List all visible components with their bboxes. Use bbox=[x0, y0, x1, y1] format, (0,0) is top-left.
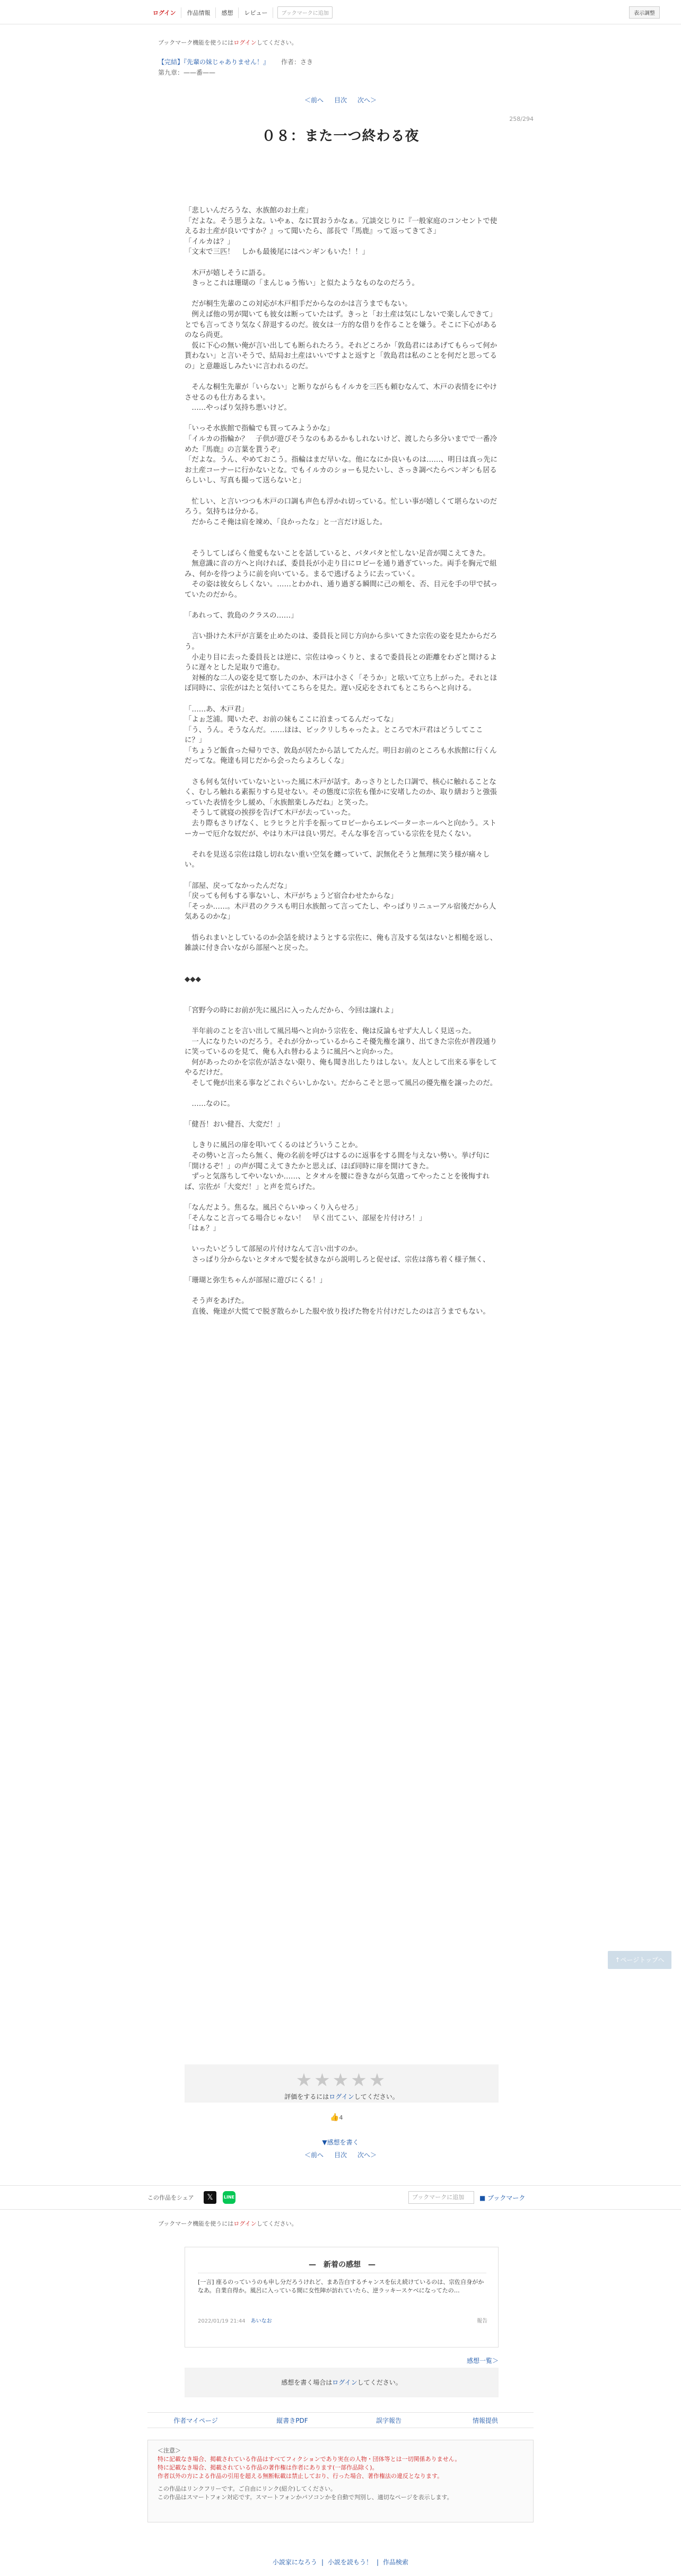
notice-line: 特に記載なき場合、掲載されている作品はすべてフィクションであり実在の人物・団体等とは一切関係ありません。 bbox=[158, 2456, 461, 2463]
toc-link[interactable]: 目次 bbox=[334, 2151, 347, 2159]
new-impressions-box bbox=[185, 2247, 499, 2348]
body-paragraph: 「いっそ水族館で指輪でも買ってみようかな」 bbox=[185, 425, 334, 433]
pager-top bbox=[0, 95, 681, 104]
notice-box bbox=[147, 2440, 534, 2522]
body-paragraph: そう声をあげた。 bbox=[185, 1297, 249, 1306]
body-paragraph: 「珊瑚と弥生ちゃんが部屋に遊びにくる！」 bbox=[185, 1277, 327, 1285]
body-paragraph: 言い掛けた木戸が言葉を止めたのは、委員長と同じ方向から歩いてきた宗佐の姿を見たからだろう。 bbox=[185, 632, 497, 651]
body-paragraph: 「健吾！おい健吾、大変だ！」 bbox=[185, 1121, 284, 1129]
author-mypage-link[interactable]: 作者マイページ bbox=[173, 2417, 218, 2424]
body-paragraph: 忙しい、と言いつつも木戸の口調も声色も浮かれ切っている。忙しい事が嬉しくて堪らないのだろう。気持ちは分かる。 bbox=[185, 497, 497, 516]
report-link[interactable]: 報告 bbox=[477, 2318, 487, 2324]
body-paragraph: そして俺が出来る事などこれぐらいしかない。だからこそと思って風呂の優先権を譲ったのだ。 bbox=[185, 1079, 497, 1087]
body-paragraph: 「部屋、戻ってなかったんだな」 bbox=[185, 882, 291, 890]
paragraph-spacer bbox=[185, 871, 499, 881]
body-paragraph: それを見送る宗佐は陰し切れない重い空気を纏っていて、訳無化そうと無理に笑う様が痛々しい。 bbox=[185, 850, 490, 869]
paragraph-spacer bbox=[185, 1234, 499, 1245]
paragraph-spacer bbox=[185, 922, 499, 933]
body-paragraph: ずっと気落ちしてやいないか……、とタオルを腰に巻きながら気遣ってやったことを後悔すれば、宗佐が「大変だ！」と声を荒らげた。 bbox=[185, 1173, 490, 1191]
paragraph-spacer bbox=[185, 1265, 499, 1276]
new-impressions-title: — 新着の感想 — bbox=[309, 2261, 376, 2269]
paragraph-spacer bbox=[185, 954, 499, 964]
series-header bbox=[158, 57, 313, 66]
paragraph-spacer bbox=[185, 985, 499, 996]
body-paragraph: だからこそ俺は肩を竦め、「良かったな」と一言だけ返した。 bbox=[185, 518, 387, 526]
top-nav bbox=[147, 6, 333, 19]
typo-report-link[interactable]: 誤字報告 bbox=[376, 2417, 401, 2424]
site-footer: 小説家になろう | 小説を読もう！ | 作品検索 bbox=[272, 2559, 409, 2566]
notice-info: この作品はリンクフリーです。ご自由にリンク(紹介)してください。 bbox=[158, 2485, 336, 2492]
paragraph-spacer bbox=[185, 601, 499, 611]
rating-stars[interactable]: ★★★★★ bbox=[295, 2070, 388, 2091]
paragraph-spacer bbox=[185, 414, 499, 424]
body-paragraph: きっとこれは珊瑚の「まんじゅう怖い」と似たようなものなのだろう。 bbox=[185, 279, 419, 288]
paragraph-spacer bbox=[185, 1192, 499, 1203]
thumbs-up-icon: 👍 bbox=[330, 2113, 339, 2122]
body-paragraph: 「イルカの指輪か？ 子供が遊びそうなのもあるかもしれないけど、渡したら多分いまでで一番冷めた『馬鹿』の言葉を貰うぞ」 bbox=[185, 435, 497, 454]
paragraph-spacer bbox=[185, 538, 499, 549]
bookmark-link[interactable]: ■ ブックマーク bbox=[479, 2194, 526, 2202]
body-paragraph: 「そんなこと言ってる場合じゃない！ 早く出てこい、部屋を片付けろ！」 bbox=[185, 1214, 426, 1223]
body-paragraph: だが桐生先輩のこの対応が木戸相手だからなのかは言うまでもない。 bbox=[185, 300, 412, 309]
body-paragraph: そうしてしばらく他愛もないことを話していると、パタパタと忙しない足音が聞こえてきた。 bbox=[185, 549, 490, 558]
body-paragraph: そうして就寝の挨拶を告げて木戸が去っていった。 bbox=[185, 809, 355, 817]
body-paragraph: 「……あ、木戸君」 bbox=[185, 705, 248, 714]
body-paragraph: 木戸が嬉しそうに語る。 bbox=[185, 269, 270, 277]
paragraph-spacer bbox=[185, 486, 499, 497]
share-label: この作品をシェア bbox=[147, 2194, 194, 2201]
paragraph-spacer bbox=[185, 258, 499, 268]
share-bar bbox=[0, 2185, 681, 2210]
novel-body bbox=[185, 206, 499, 1317]
notice-line: 特に記載なき場合、掲載されている作品の著作権は作者にあります(一部作品除く)。 bbox=[158, 2464, 378, 2471]
chapter-label: 第九章：——番—— bbox=[158, 69, 216, 76]
body-paragraph: 「なんだよう。焦るな。風呂ぐらいゆっくり入らせろ」 bbox=[185, 1204, 362, 1212]
next-link[interactable]: 次へ＞ bbox=[357, 96, 377, 104]
next-link[interactable]: 次へ＞ bbox=[357, 2151, 377, 2159]
body-paragraph: 小走り目に去った委員長とは逆に、宗佐はゆっくりと、まるで委員長との距離をわざと開けるように遅々とした足取りで進む。 bbox=[185, 653, 497, 672]
body-paragraph: その勢いと言ったら無く、俺の名前を呼びはするのに返事をする間を与えない勢い。挙げ句に「開けるぞ！」の声が聞こえてきたかと思えば、ほぼ同時に扉を開けてきた。 bbox=[185, 1152, 490, 1171]
paragraph-spacer bbox=[185, 964, 499, 974]
body-paragraph: 仮に下心の無い俺が言い出しても断られたろう。それどころか「敦島君にはあげてもらって何か貰わない」と言いそうで、結局お土産はいいですよと返すと「敦島君は私のことを何だと思ってるの」と意趣返しみたいに言われるのだ。 bbox=[185, 341, 497, 371]
reviews-link[interactable]: レビュー bbox=[239, 7, 273, 18]
prev-link[interactable]: ＜前へ bbox=[304, 96, 324, 104]
body-paragraph: しきりに風呂の扉を叩いてくるのはどういうことか。 bbox=[185, 1141, 362, 1150]
body-paragraph: 「宮野今の時にお前が先に風呂に入ったんだから、今回は譲れよ」 bbox=[185, 1006, 398, 1015]
body-paragraph: 何があったのかを宗佐が話さない限り、俺も聞き出したりはしない。友人として出来る事をしてやるだけだ。 bbox=[185, 1058, 497, 1077]
body-paragraph: さも何も気付いていないといった風に木戸が話す。あっさりとした口調で、核心に触れることなく、むしろ触れる素振りすら見せない。その態度に宗佐も僅かに安堵したのか、取り繕おうと強張っていた表情を少し緩め、「水族館楽しみだね」と笑った。 bbox=[185, 778, 497, 807]
page-top-button[interactable]: ↑ページトップへ bbox=[608, 1951, 671, 1969]
body-paragraph: 「悲しいんだろうな、水族館のお土産」 bbox=[185, 207, 313, 215]
display-settings-button[interactable]: 表示調整 bbox=[629, 6, 660, 19]
author-name: 作者：さき bbox=[281, 58, 313, 66]
impression-date: 2022/01/19 21:44 bbox=[198, 2318, 246, 2324]
body-paragraph: 「よぉ芝浦。聞いたぞ、お前の妹もここに泊まってるんだってな」 bbox=[185, 716, 398, 724]
paragraph-spacer bbox=[185, 372, 499, 383]
paragraph-spacer bbox=[185, 694, 499, 705]
paragraph-spacer bbox=[185, 621, 499, 632]
footer-link-search[interactable]: 作品検索 bbox=[383, 2559, 409, 2566]
body-paragraph: 「はぁ？」 bbox=[185, 1225, 220, 1233]
impressions-list-link[interactable]: 感想一覧＞ bbox=[466, 2357, 499, 2364]
paragraph-spacer bbox=[185, 527, 499, 538]
x-share-icon[interactable]: 𝕏 bbox=[204, 2191, 216, 2204]
paragraph-spacer bbox=[185, 289, 499, 300]
body-paragraph: 「そっか……。木戸君のクラスも明日水族館って言ってたし、やっぱりリニューアル宿後だから人気あるのかな」 bbox=[185, 902, 496, 921]
body-paragraph: ……やっぱり気持ち悪いけど。 bbox=[185, 404, 291, 412]
body-paragraph: 一人になりたいのだろう。それが分かっているからこそ優先権を譲り、出てきた宗佐が普段通りに笑っているのを見て、俺も入れ替わるように風呂へと向かった。 bbox=[185, 1038, 497, 1057]
like-button[interactable] bbox=[330, 2113, 343, 2122]
login-link[interactable]: ログイン bbox=[233, 39, 257, 46]
body-paragraph: 「ちょうど飯食った帰りでさ、敦島が居たから話してたんだ。明日お前のところも水族館に行くんだってな。俺達も同じだから会ったらよろしくな」 bbox=[185, 746, 497, 766]
vertical-pdf-link[interactable]: 縦書きPDF bbox=[276, 2417, 308, 2424]
top-navbar bbox=[0, 0, 681, 24]
body-paragraph: 「文末で三匹！ しかも最後尾にはペンギンもいた！！」 bbox=[185, 248, 370, 257]
login-link[interactable]: ログイン bbox=[332, 2379, 357, 2386]
body-paragraph: そんな桐生先輩が「いらない」と断りながらもイルカを三匹も頼むなんて、木戸の表情をにやけさせるのも仕方あるまい。 bbox=[185, 383, 497, 402]
works-info-link[interactable]: 作品情報 bbox=[181, 7, 216, 18]
footer-link-narou[interactable]: 小説家になろう bbox=[272, 2559, 317, 2566]
prev-link[interactable]: ＜前へ bbox=[304, 2151, 324, 2159]
login-link[interactable]: ログイン bbox=[233, 2220, 257, 2227]
paragraph-spacer bbox=[185, 995, 499, 1006]
body-paragraph: 去り際もさりげなく、ヒラヒラと片手を振ってロビーからエレベーターホールへと向かう。ストーカーで厄介な奴だが、やはり木戸は良い男だ。そんな事を言っている宗佐を見たくない。 bbox=[185, 820, 497, 838]
episode-count: 258/294 bbox=[509, 116, 534, 122]
notice-line: 作者以外の方による作品の引用を超える無断転載は禁止しており、行った場合、著作権法の違反となります。 bbox=[158, 2473, 443, 2480]
body-paragraph: 例えば他の男が聞いても彼女は断っていたはず。きっと「お土産は気にしないで楽しんできて」とでも言ってさり気なく辞退するのだ。彼女は一方的な借りを作ることを嫌う。そこに下心があるのなら尚更。 bbox=[185, 310, 497, 340]
impression-user-link[interactable]: あいなお bbox=[250, 2318, 272, 2324]
line-share-icon[interactable]: LINE bbox=[223, 2191, 235, 2204]
body-paragraph: 半年前のことを言い出して風呂場へと向かう宗佐を、俺は反論もせず大人しく見送った。 bbox=[185, 1027, 476, 1035]
body-paragraph: 「イルカは？」 bbox=[185, 238, 234, 246]
paragraph-spacer bbox=[185, 1110, 499, 1120]
paragraph-spacer bbox=[185, 1286, 499, 1297]
body-paragraph: 「う、うん。そうなんだ。……ほは、ビックリしちゃったよ。ところで木戸君はどうしてここに？」 bbox=[185, 726, 483, 745]
notice-info: この作品はスマートフォン対応です。スマートフォンかパソコンかを自動で判別し、適切なページを表示します。 bbox=[158, 2494, 453, 2501]
paragraph-spacer bbox=[185, 839, 499, 850]
body-paragraph: さっぱり分からないとタオルで髪を拭きながら説明しろと促せば、宗佐は落ち着く様子無く、 bbox=[185, 1255, 490, 1264]
rating-box bbox=[185, 2064, 499, 2103]
impression-login-box: 感想を書く場合はログインしてください。 bbox=[185, 2368, 499, 2397]
episode-title: ０８：また一つ終わる夜 bbox=[261, 128, 420, 144]
paragraph-spacer bbox=[185, 767, 499, 777]
bookmark-login-note: ブックマーク機能を使うにはログインしてください。 bbox=[158, 39, 298, 46]
paragraph-spacer bbox=[185, 1130, 499, 1141]
bookmark-add-button[interactable]: ブックマークに追加 bbox=[408, 2191, 474, 2204]
bookmark-login-note-bottom: ブックマーク機能を使うにはログインしてください。 bbox=[158, 2220, 298, 2227]
body-paragraph: 無意識に音の方へと向ければ、委員長が小走り目にロビーを通り過ぎていった。両手を胸元で組み、何かを待つように前を向いている。まるで逃げるように去っていく。 bbox=[185, 560, 497, 578]
bookmark-add-button[interactable]: ブックマークに追加 bbox=[277, 6, 332, 19]
like-count: 4 bbox=[339, 2114, 343, 2121]
paragraph-spacer bbox=[185, 1088, 499, 1099]
body-paragraph: 「だよな。うん、やめておこう。指輪はまだ早いな。他になにか良いものは……、明日は真っ先にお土産コーナーに行かないとな。でもイルカのショーも見たいし、さっき調べたらペンギンも居るらしいし、写真も撮って送らないと」 bbox=[185, 456, 497, 485]
body-paragraph: その姿は彼女らしくない。……とわかれ、通り過ぎる瞬間に己の頬を、否、目元を手の甲で拭っていたのだから。 bbox=[185, 581, 497, 599]
login-link[interactable]: ログイン bbox=[147, 7, 181, 18]
body-paragraph: ◆◆◆ bbox=[185, 975, 201, 983]
impressions-link[interactable]: 感想 bbox=[216, 7, 239, 18]
body-paragraph: 「あれって、敦島のクラスの……」 bbox=[185, 612, 298, 620]
login-link[interactable]: ログイン bbox=[329, 2093, 354, 2100]
body-paragraph: 対極的な二人の姿を見て察したのか、木戸は小さく「そうか」と呟いて立ち上がった。それとほぼ同時に、宗佐がはたと気付いてこちらを見た。遅い反応をされてもとこちらへと向ける。 bbox=[185, 674, 497, 693]
paragraph-spacer bbox=[185, 1016, 499, 1026]
footer-links bbox=[147, 2412, 534, 2428]
rating-login-note: 評価をするにはログインしてください。 bbox=[284, 2093, 399, 2100]
body-paragraph: 「戻っても何もする事ないし、木戸がちょうど宿合わせたからな」 bbox=[185, 892, 398, 901]
toc-link[interactable]: 目次 bbox=[334, 96, 347, 104]
pager-bottom bbox=[0, 2150, 681, 2159]
footer-link-yomou[interactable]: 小説を読もう！ bbox=[327, 2559, 372, 2566]
body-paragraph: 「だよな。そう思うよな。いやぁ、なに買おうかなぁ。冗談交じりに『一般家庭のコンセントで使えるお土産が良いですか？』って聞いたら、部長で『馬鹿』って返ってきてさ」 bbox=[185, 217, 497, 236]
notice-title: ＜注意＞ bbox=[158, 2447, 181, 2454]
write-impression-link[interactable]: ▼感想を書く bbox=[322, 2139, 359, 2146]
body-paragraph: 直後、俺達が大慌てで脱ぎ散らかした服や放り投げた物を片付けだしたのは言うまでもない。 bbox=[185, 1307, 490, 1316]
series-title-link[interactable]: 【完結】『先輩の妹じゃありません！』 bbox=[158, 58, 270, 66]
impression-text: [一言] 座るのっていうのも申し分だろうけれど、まあ告白するチャンスを伝え続けているのは、宗佐自身がかなあ。自業自得か。風呂に入っている間に女性陣が訪れていたら、逆ラッキースケベになってたの… bbox=[198, 2279, 484, 2294]
body-paragraph: ……なのに。 bbox=[185, 1100, 234, 1109]
body-paragraph: いったいどうして部屋の片付けなんて言い出すのか。 bbox=[185, 1245, 362, 1254]
impression-meta bbox=[198, 2316, 272, 2324]
info-provide-link[interactable]: 情報提供 bbox=[472, 2417, 498, 2424]
body-paragraph: 悟られまいとしているのか会話を続けようとする宗佐に、俺も言及する気はないと相槌を返し、雑談に付き合いながら部屋へと戻った。 bbox=[185, 934, 497, 953]
